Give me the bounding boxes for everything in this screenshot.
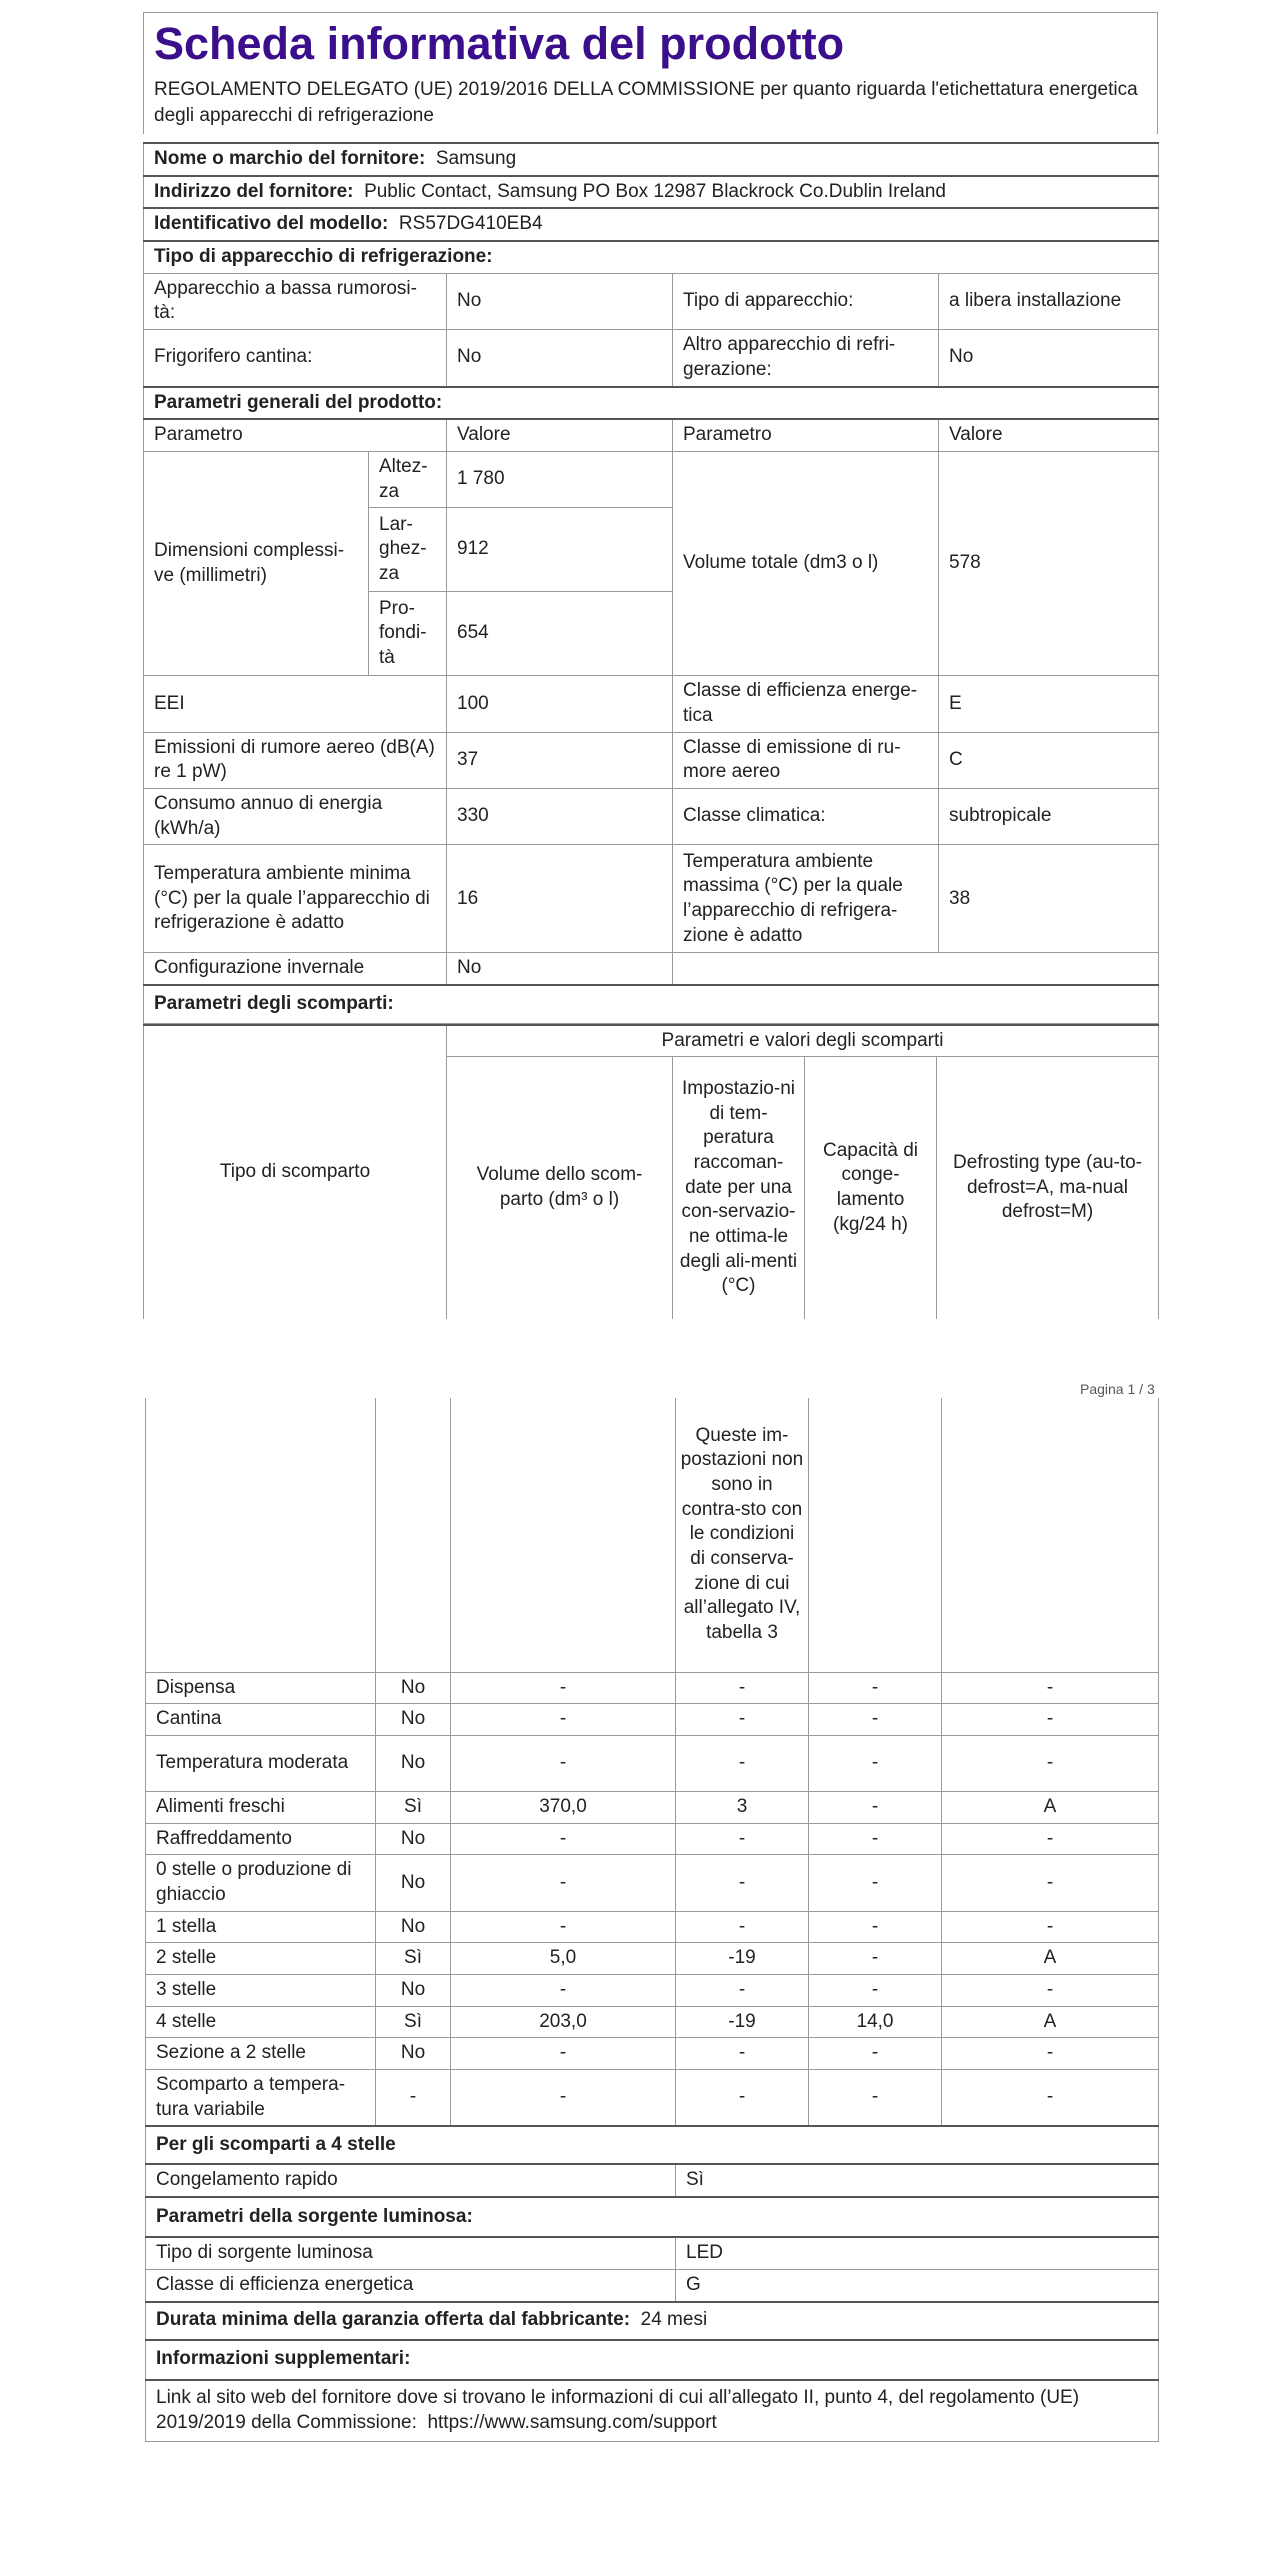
wine-label: Frigorifero cantina:	[144, 330, 447, 387]
compartment-row	[146, 1823, 1159, 1855]
compartment-row	[146, 1791, 1159, 1823]
compartment-defrost: -	[942, 1975, 1159, 2007]
compartment-freeze: -	[809, 1975, 942, 2007]
wine-value: No	[447, 330, 673, 387]
compartment-row	[146, 1943, 1159, 1975]
compartment-row	[146, 2006, 1159, 2038]
climate-label: Classe climatica:	[673, 789, 939, 845]
compartment-volume: -	[451, 1855, 676, 1911]
winter-label: Configurazione invernale	[144, 953, 447, 985]
compartment-name: Cantina	[146, 1704, 376, 1736]
energy-class-value: E	[939, 676, 1159, 732]
compartment-name: 3 stelle	[146, 1975, 376, 2007]
compartment-present: No	[376, 1704, 451, 1736]
warranty-row	[146, 2302, 1159, 2340]
noise-class-label: Classe di emissione di ru-more aereo	[673, 732, 939, 788]
compartment-temp: 3	[676, 1791, 809, 1823]
temp-header: Impostazio-ni di tem-peratura raccoman-date per una con-servazio-ne ottima-le degli ali-menti (°C)	[673, 1057, 805, 1319]
general-col-header-row	[144, 419, 1159, 451]
compartment-temp: -	[676, 1855, 809, 1911]
min-temp-value: 16	[447, 845, 673, 953]
header	[143, 12, 1158, 134]
compartment-freeze: -	[809, 1823, 942, 1855]
temp-header-continuation: Queste im-postazioni non sono in contra-sto con le condizioni di conserva-zione di cui all’allegato IV, tabella 3	[676, 1398, 809, 1672]
noise-class-value: C	[939, 732, 1159, 788]
compartments-heading-row	[144, 985, 1159, 1023]
regulation-subtitle: REGOLAMENTO DELEGATO (UE) 2019/2016 DELLA COMMISSIONE per quanto riguarda l'etichettatura energetica degli apparecchi di refrigerazione	[154, 79, 1138, 126]
compartment-name: 4 stelle	[146, 2006, 376, 2038]
compartment-volume: -	[451, 1735, 676, 1791]
fast-freeze-label: Congelamento rapido	[146, 2164, 676, 2197]
compartment-volume: -	[451, 1823, 676, 1855]
warranty-value: 24 mesi	[640, 2309, 708, 2331]
compartment-volume: -	[451, 2038, 676, 2070]
compartment-name: Sezione a 2 stelle	[146, 2038, 376, 2070]
compartment-name: Alimenti freschi	[146, 1791, 376, 1823]
compartment-volume: -	[451, 1672, 676, 1704]
model-id-value: RS57DG410EB4	[398, 213, 543, 235]
compartment-defrost: -	[942, 1735, 1159, 1791]
fast-freeze-value: Sì	[676, 2164, 1159, 2197]
compartment-temp: -	[676, 1704, 809, 1736]
supplementary-heading: Informazioni supplementari:	[146, 2340, 1159, 2380]
eei-label: EEI	[144, 676, 447, 732]
compartment-name: 2 stelle	[146, 1943, 376, 1975]
consumption-value: 330	[447, 789, 673, 845]
wine-row	[144, 330, 1159, 387]
compartment-freeze: -	[809, 2070, 942, 2127]
page-1-sheet	[143, 142, 1158, 1319]
compartment-row	[146, 1704, 1159, 1736]
supplementary-heading-row	[146, 2340, 1159, 2380]
compartment-temp: -	[676, 1911, 809, 1943]
other-appliance-value: No	[939, 330, 1159, 387]
consumption-label: Consumo annuo di energia (kWh/a)	[144, 789, 447, 845]
compartment-present: No	[376, 1911, 451, 1943]
compartment-freeze: -	[809, 1911, 942, 1943]
supplier-address-value: Public Contact, Samsung PO Box 12987 Blackrock Co.Dublin Ireland	[364, 180, 946, 202]
general-heading: Parametri generali del prodotto:	[144, 387, 1159, 420]
max-temp-value: 38	[939, 845, 1159, 953]
energy-class-label: Classe di efficienza energe-tica	[673, 676, 939, 732]
compartment-row	[146, 2070, 1159, 2127]
four-star-heading: Per gli scomparti a 4 stelle	[146, 2126, 1159, 2164]
noise-label: Emissioni di rumore aereo (dB(A) re 1 pW)	[144, 732, 447, 788]
compartment-defrost: -	[942, 1704, 1159, 1736]
compartment-row	[146, 1735, 1159, 1791]
compartment-present: No	[376, 1823, 451, 1855]
temperature-row	[144, 845, 1159, 953]
page-title: Scheda informativa del prodotto	[154, 18, 845, 69]
supplementary-link-text: Link al sito web del fornitore dove si trovano le informazioni di cui all’allegato II, punto 4, del regolamento (UE) 2019/2019 della Commissione:	[156, 2387, 1080, 2433]
compartment-row	[146, 1672, 1159, 1704]
general-heading-row	[144, 387, 1159, 420]
compartment-temp: -19	[676, 1943, 809, 1975]
winter-value: No	[447, 953, 673, 985]
compartment-defrost: -	[942, 1672, 1159, 1704]
compartment-group-header: Parametri e valori degli scomparti	[447, 1025, 1159, 1057]
page-indicator: Pagina 1 / 3	[1080, 1381, 1155, 1397]
compartment-volume: -	[451, 1911, 676, 1943]
compartment-temp: -	[676, 1823, 809, 1855]
compartment-present: No	[376, 1855, 451, 1911]
design-type-value: a libera installazione	[939, 273, 1159, 329]
compartment-present: No	[376, 1672, 451, 1704]
compartment-present: No	[376, 1975, 451, 2007]
height-row	[144, 451, 1159, 507]
compartment-freeze: -	[809, 2038, 942, 2070]
low-noise-row	[144, 273, 1159, 329]
compartment-volume: -	[451, 1704, 676, 1736]
compartment-freeze: -	[809, 1791, 942, 1823]
compartment-defrost: A	[942, 1943, 1159, 1975]
col-param-header-2: Parametro	[673, 419, 939, 451]
supplier-address-row	[144, 176, 1159, 209]
compartment-volume: 5,0	[451, 1943, 676, 1975]
depth-label: Pro-fondi-tà	[369, 592, 447, 676]
max-temp-label: Temperatura ambiente massima (°C) per la quale l’apparecchio di refrigera-zione è adatto	[673, 845, 939, 953]
compartment-volume: 370,0	[451, 1791, 676, 1823]
compartment-row	[146, 1855, 1159, 1911]
low-noise-label: Apparecchio a bassa rumorosi-tà:	[144, 273, 447, 329]
appliance-type-heading: Tipo di apparecchio di refrigerazione:	[144, 241, 1159, 273]
compartment-freeze: -	[809, 1943, 942, 1975]
freeze-header: Capacità di conge-lamento (kg/24 h)	[805, 1057, 937, 1319]
compartment-defrost: -	[942, 2038, 1159, 2070]
volume-header: Volume dello scom-parto (dm³ o l)	[447, 1057, 673, 1319]
compartment-row	[146, 1975, 1159, 2007]
model-id-row	[144, 208, 1159, 241]
compartment-present: -	[376, 2070, 451, 2127]
compartment-header-table	[143, 1024, 1159, 1319]
compartment-name: Temperatura moderata	[146, 1735, 376, 1791]
consumption-row	[144, 789, 1159, 845]
light-type-label: Tipo di sorgente luminosa	[146, 2237, 676, 2269]
compartment-temp: -	[676, 1735, 809, 1791]
four-star-heading-row	[146, 2126, 1159, 2164]
compartment-present: Sì	[376, 2006, 451, 2038]
compartment-defrost: A	[942, 2006, 1159, 2038]
compartment-temp: -	[676, 1672, 809, 1704]
col-value-header: Valore	[447, 419, 673, 451]
total-volume-label: Volume totale (dm3 o l)	[673, 451, 939, 675]
light-type-row	[146, 2237, 1159, 2269]
compartment-volume: -	[451, 1975, 676, 2007]
light-heading: Parametri della sorgente luminosa:	[146, 2197, 1159, 2237]
supplier-name-row	[144, 143, 1159, 176]
compartment-group-row	[144, 1025, 1159, 1057]
compartment-name: Scomparto a tempera-tura variabile	[146, 2070, 376, 2127]
height-value: 1 780	[447, 451, 673, 507]
total-volume-value: 578	[939, 451, 1159, 675]
light-class-row	[146, 2269, 1159, 2301]
compartment-name: 1 stella	[146, 1911, 376, 1943]
light-class-value: G	[676, 2269, 1159, 2301]
page-2-sheet	[145, 1398, 1158, 2442]
compartment-row	[146, 2038, 1159, 2070]
compartments-heading: Parametri degli scomparti:	[144, 985, 1159, 1023]
other-appliance-label: Altro apparecchio di refri-gerazione:	[673, 330, 939, 387]
eei-value: 100	[447, 676, 673, 732]
width-value: 912	[447, 508, 673, 592]
compartment-temp: -	[676, 2070, 809, 2127]
light-heading-row	[146, 2197, 1159, 2237]
compartment-defrost: A	[942, 1791, 1159, 1823]
noise-row	[144, 732, 1159, 788]
fast-freeze-row	[146, 2164, 1159, 2197]
compartment-rows-table	[145, 1398, 1159, 2442]
info-table	[143, 142, 1159, 1024]
compartment-freeze: -	[809, 1672, 942, 1704]
compartment-present: No	[376, 2038, 451, 2070]
low-noise-value: No	[447, 273, 673, 329]
compartment-row	[146, 1911, 1159, 1943]
light-type-value: LED	[676, 2237, 1159, 2269]
eei-row	[144, 676, 1159, 732]
compartment-defrost: -	[942, 1823, 1159, 1855]
height-label: Altez-za	[369, 451, 447, 507]
compartment-freeze: -	[809, 1735, 942, 1791]
compartment-defrost: -	[942, 1911, 1159, 1943]
compartment-freeze: 14,0	[809, 2006, 942, 2038]
defrost-header: Defrosting type (au-to-defrost=A, ma-nual defrost=M)	[937, 1057, 1159, 1319]
climate-value: subtropicale	[939, 789, 1159, 845]
compartment-freeze: -	[809, 1855, 942, 1911]
compartment-name: Raffreddamento	[146, 1823, 376, 1855]
supplier-support-link[interactable]: https://www.samsung.com/support	[427, 2411, 717, 2433]
model-id-label: Identificativo del modello:	[154, 213, 389, 235]
compartment-temp: -	[676, 1975, 809, 2007]
compartment-defrost: -	[942, 1855, 1159, 1911]
min-temp-label: Temperatura ambiente minima (°C) per la quale l’apparecchio di refrigerazione è adatto	[144, 845, 447, 953]
col-value-header-2: Valore	[939, 419, 1159, 451]
supplier-name-label: Nome o marchio del fornitore:	[154, 148, 426, 169]
compartment-name: 0 stelle o produzione di ghiaccio	[146, 1855, 376, 1911]
warranty-label: Durata minima della garanzia offerta dal fabbricante:	[156, 2309, 631, 2331]
dimensions-label: Dimensioni complessi-ve (millimetri)	[144, 451, 369, 675]
supplementary-link-row	[146, 2380, 1159, 2442]
winter-row	[144, 953, 1159, 985]
width-label: Lar-ghez-za	[369, 508, 447, 592]
compartment-temp: -19	[676, 2006, 809, 2038]
compartment-volume: 203,0	[451, 2006, 676, 2038]
compartment-defrost: -	[942, 2070, 1159, 2127]
compartment-name: Dispensa	[146, 1672, 376, 1704]
compartment-type-header: Tipo di scomparto	[144, 1025, 447, 1319]
compartment-header-continuation	[146, 1398, 1159, 1672]
supplier-address-label: Indirizzo del fornitore:	[154, 180, 354, 202]
compartment-volume: -	[451, 2070, 676, 2127]
design-type-label: Tipo di apparecchio:	[673, 273, 939, 329]
supplier-name-value: Samsung	[435, 148, 517, 169]
compartment-freeze: -	[809, 1704, 942, 1736]
col-param-header: Parametro	[144, 419, 447, 451]
noise-value: 37	[447, 732, 673, 788]
compartment-rows	[146, 1672, 1159, 2126]
depth-value: 654	[447, 592, 673, 676]
light-class-label: Classe di efficienza energetica	[146, 2269, 676, 2301]
compartment-present: Sì	[376, 1791, 451, 1823]
compartment-present: Sì	[376, 1943, 451, 1975]
compartment-temp: -	[676, 2038, 809, 2070]
appliance-type-heading-row	[144, 241, 1159, 273]
compartment-present: No	[376, 1735, 451, 1791]
